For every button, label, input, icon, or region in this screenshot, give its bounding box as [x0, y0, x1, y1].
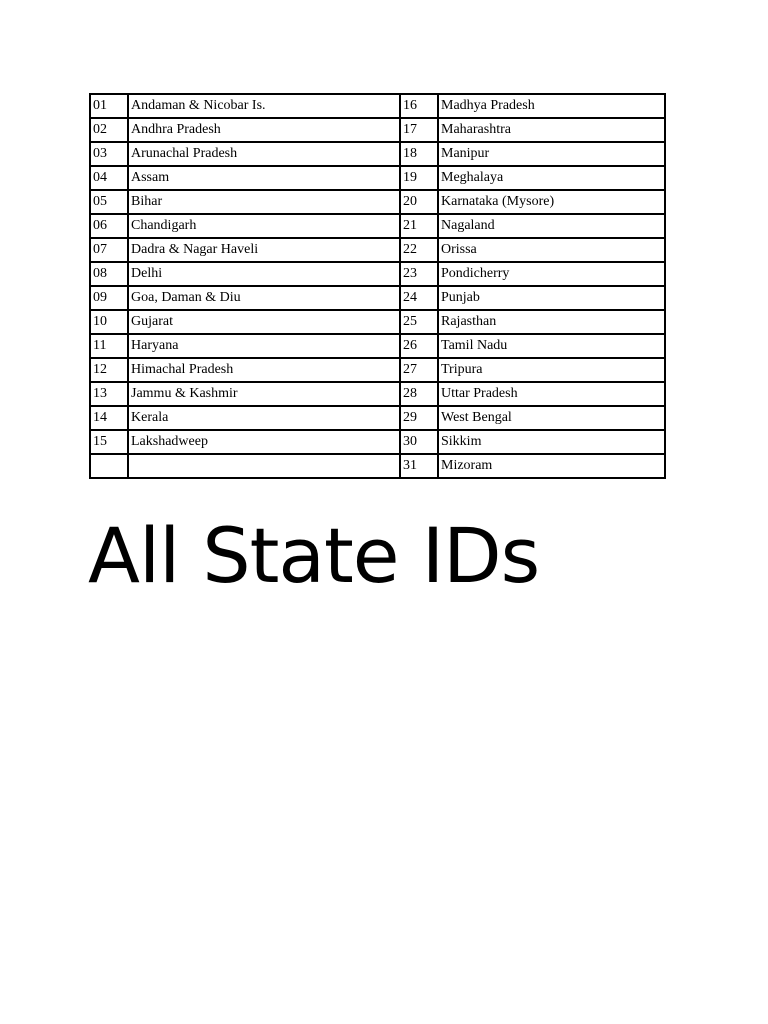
state-name-cell: Maharashtra [439, 118, 664, 142]
table-row [91, 286, 664, 310]
state-id-cell: 27 [401, 358, 439, 382]
state-id-cell: 23 [401, 262, 439, 286]
state-id-cell: 13 [91, 382, 129, 406]
state-id-cell: 10 [91, 310, 129, 334]
state-id-cell: 24 [401, 286, 439, 310]
state-id-cell: 09 [91, 286, 129, 310]
table-row [91, 454, 664, 477]
state-id-cell: 19 [401, 166, 439, 190]
state-name-cell: Dadra & Nagar Haveli [129, 238, 401, 262]
state-name-cell: Himachal Pradesh [129, 358, 401, 382]
state-id-cell: 21 [401, 214, 439, 238]
state-id-cell: 31 [401, 454, 439, 477]
state-id-cell: 06 [91, 214, 129, 238]
state-id-cell: 11 [91, 334, 129, 358]
table-row [91, 334, 664, 358]
state-name-cell: Kerala [129, 406, 401, 430]
state-name-cell: Bihar [129, 190, 401, 214]
state-id-cell: 16 [401, 95, 439, 118]
state-id-cell: 28 [401, 382, 439, 406]
state-name-cell: Mizoram [439, 454, 664, 477]
state-name-cell: Sikkim [439, 430, 664, 454]
state-name-cell [129, 454, 401, 477]
state-id-cell: 03 [91, 142, 129, 166]
state-name-cell: Assam [129, 166, 401, 190]
table-row [91, 118, 664, 142]
state-id-cell: 29 [401, 406, 439, 430]
table-row [91, 166, 664, 190]
state-name-cell: Gujarat [129, 310, 401, 334]
state-id-cell: 15 [91, 430, 129, 454]
state-name-cell: Arunachal Pradesh [129, 142, 401, 166]
state-name-cell: Punjab [439, 286, 664, 310]
table-row [91, 358, 664, 382]
page-title: All State IDs [88, 511, 540, 600]
state-name-cell: Madhya Pradesh [439, 95, 664, 118]
table-row [91, 310, 664, 334]
state-id-cell: 20 [401, 190, 439, 214]
state-name-cell: Tripura [439, 358, 664, 382]
state-name-cell: Meghalaya [439, 166, 664, 190]
state-id-cell: 07 [91, 238, 129, 262]
state-name-cell: Manipur [439, 142, 664, 166]
state-name-cell: Andhra Pradesh [129, 118, 401, 142]
table-row [91, 406, 664, 430]
state-name-cell: Orissa [439, 238, 664, 262]
state-id-cell: 30 [401, 430, 439, 454]
table-row [91, 142, 664, 166]
table-row [91, 382, 664, 406]
state-id-cell: 14 [91, 406, 129, 430]
state-id-cell: 26 [401, 334, 439, 358]
state-name-cell: Lakshadweep [129, 430, 401, 454]
state-id-cell: 22 [401, 238, 439, 262]
table-row [91, 262, 664, 286]
state-name-cell: Chandigarh [129, 214, 401, 238]
table-row [91, 430, 664, 454]
state-name-cell: Karnataka (Mysore) [439, 190, 664, 214]
state-id-cell: 17 [401, 118, 439, 142]
table-row [91, 95, 664, 118]
table-row [91, 238, 664, 262]
state-id-cell: 08 [91, 262, 129, 286]
table-row [91, 214, 664, 238]
state-id-cell: 04 [91, 166, 129, 190]
state-id-table [89, 93, 666, 479]
state-name-cell: Rajasthan [439, 310, 664, 334]
state-id-cell: 02 [91, 118, 129, 142]
state-name-cell: Nagaland [439, 214, 664, 238]
state-name-cell: West Bengal [439, 406, 664, 430]
state-id-cell: 01 [91, 95, 129, 118]
state-name-cell: Delhi [129, 262, 401, 286]
state-name-cell: Uttar Pradesh [439, 382, 664, 406]
state-name-cell: Tamil Nadu [439, 334, 664, 358]
state-id-cell: 12 [91, 358, 129, 382]
state-name-cell: Jammu & Kashmir [129, 382, 401, 406]
state-name-cell: Goa, Daman & Diu [129, 286, 401, 310]
state-name-cell: Andaman & Nicobar Is. [129, 95, 401, 118]
state-id-cell: 18 [401, 142, 439, 166]
state-id-cell: 05 [91, 190, 129, 214]
table-row [91, 190, 664, 214]
state-name-cell: Pondicherry [439, 262, 664, 286]
state-name-cell: Haryana [129, 334, 401, 358]
state-id-cell: 25 [401, 310, 439, 334]
state-id-cell [91, 454, 129, 477]
